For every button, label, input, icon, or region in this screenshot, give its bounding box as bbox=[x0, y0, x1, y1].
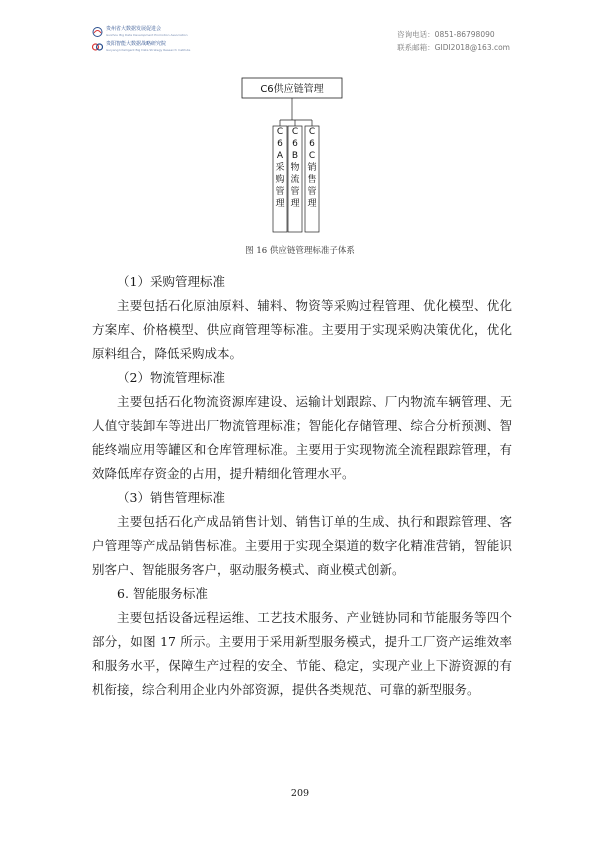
diagram-child-sales bbox=[305, 126, 319, 232]
paragraph-logistics: 主要包括石化物流资源库建设、运输计划跟踪、厂内物流车辆管理、无人值守装卸车等进出厂物流管理标准；智能化存储管理、综合分析预测、智能终端应用等罐区和仓库管理标准。主要用于实现物流全流程跟踪管理，有效降低库存资金的占用，提升精细化管理水平。 bbox=[92, 394, 512, 481]
association-logo-icon bbox=[92, 27, 103, 37]
contact-phone: 咨询电话：0851-86798090 bbox=[397, 30, 495, 39]
section-heading-procurement: （1）采购管理标准 bbox=[117, 274, 225, 289]
logo-block bbox=[92, 26, 202, 56]
diagram-child-label: C 6 B 物流管理 bbox=[290, 127, 300, 209]
org-name-1: 贵州省大数据发展促进会 bbox=[106, 26, 162, 33]
diagram-child-label: C 6 C 销售管理 bbox=[307, 127, 317, 209]
org-logo-2 bbox=[92, 41, 202, 53]
contact-email: 联系邮箱：GIDI2018@163.com bbox=[397, 43, 510, 52]
paragraph-smart-service: 主要包括设备远程运维、工艺技术服务、产业链协同和节能服务等四个部分，如图 17 所示。主要用于采用新型服务模式，提升工厂资产运维效率和服务水平，保障生产过程的安全、节能、稳定，实现产业上下游资源的有机衔接，综合利用企业内外部资源，提供各类规范、可靠的新型服务。 bbox=[92, 610, 512, 697]
diagram-child-procurement bbox=[273, 126, 287, 232]
org-name-2: 贵阳智能大数据战略研究院 bbox=[106, 41, 167, 48]
section-heading-sales: （3）销售管理标准 bbox=[117, 490, 225, 505]
diagram-child-logistics bbox=[288, 126, 302, 232]
institute-logo-icon bbox=[92, 42, 103, 52]
contact-info bbox=[397, 28, 510, 54]
org-logo-1 bbox=[92, 26, 202, 38]
supply-chain-diagram bbox=[232, 74, 352, 244]
paragraph-sales: 主要包括石化产成品销售计划、销售订单的生成、执行和跟踪管理、客户管理等产成品销售标准。主要用于实现全渠道的数字化精准营销，智能识别客户、智能服务客户，驱动服务模式、商业模式创新。 bbox=[92, 514, 512, 577]
page-header bbox=[0, 0, 600, 60]
org-sub-2: Guiyang Intelligent Big Data Strategy Research Institute bbox=[106, 47, 191, 52]
section-heading-smart-service: 6. 智能服务标准 bbox=[117, 586, 208, 601]
paragraph-procurement: 主要包括石化原油原料、辅料、物资等采购过程管理、优化模型、优化方案库、价格模型、供应商管理等标准。主要用于实现采购决策优化，优化原料组合，降低采购成本。 bbox=[92, 298, 512, 361]
section-heading-logistics: （2）物流管理标准 bbox=[117, 370, 225, 385]
figure-caption: 图 16 供应链管理标准子体系 bbox=[245, 246, 355, 256]
diagram-root-label: C6供应链管理 bbox=[260, 84, 324, 95]
diagram-child-label: C 6 A 采购管理 bbox=[275, 127, 285, 209]
page-number: 209 bbox=[290, 788, 310, 799]
org-sub-1: Guizhou Big Data Development Promotion Association bbox=[106, 32, 188, 37]
